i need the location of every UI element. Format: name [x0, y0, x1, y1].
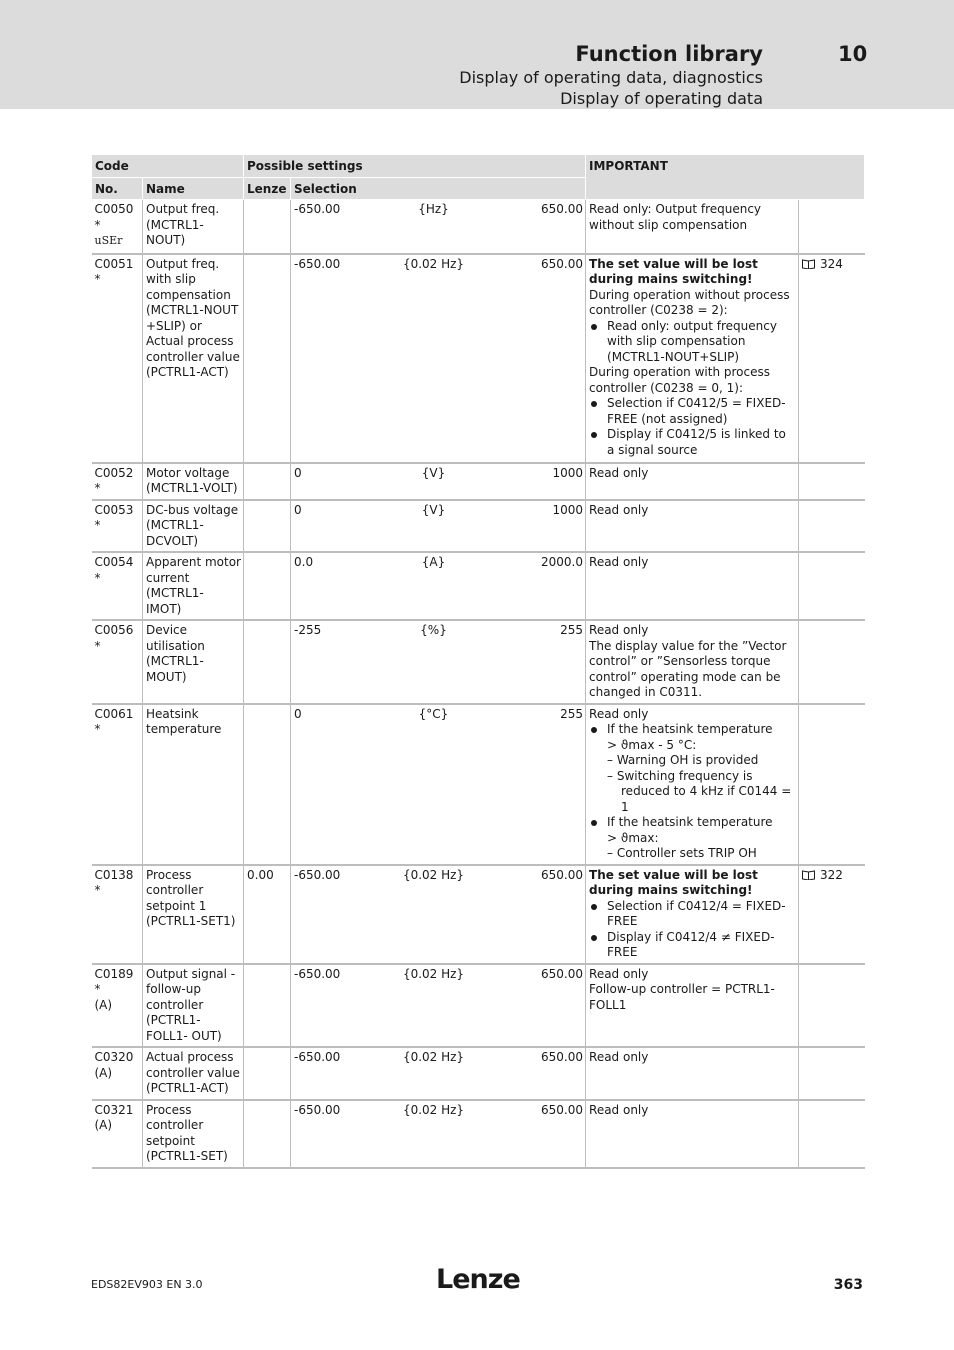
- code-cell: C0321 (A): [92, 1100, 143, 1168]
- lenze-cell: [244, 463, 291, 500]
- table-row: [92, 463, 865, 500]
- code-cell: C0061 *: [92, 704, 143, 865]
- reference-cell: [799, 964, 865, 1048]
- name-cell: Output freq. (MCTRL1-NOUT): [143, 200, 244, 254]
- lenze-cell: [244, 964, 291, 1048]
- page-reference-link[interactable]: 324: [802, 257, 843, 271]
- selection-cell: 0 {V} 1000: [291, 500, 586, 553]
- header-code: Code: [92, 155, 244, 178]
- code-table: [91, 154, 865, 1169]
- selection-cell: -650.00 {0.02 Hz} 650.00: [291, 1100, 586, 1168]
- table-row: [92, 254, 865, 463]
- header-important: IMPORTANT: [586, 155, 865, 200]
- table-row: [92, 200, 865, 254]
- reference-cell: [799, 865, 865, 964]
- lenze-cell: 0.00: [244, 865, 291, 964]
- table-header-row: [92, 155, 865, 178]
- name-cell: Apparent motor current (MCTRL1- IMOT): [143, 552, 244, 620]
- table-row: [92, 620, 865, 704]
- section-title: Display of operating data, diagnostics: [459, 68, 763, 87]
- name-cell: Motor voltage (MCTRL1-VOLT): [143, 463, 244, 500]
- table-row: [92, 1100, 865, 1168]
- page-number: 363: [833, 1277, 863, 1293]
- header-possible-settings: Possible settings: [244, 155, 586, 178]
- page-reference-link[interactable]: 322: [802, 868, 843, 882]
- reference-cell: [799, 552, 865, 620]
- lenze-cell: [244, 500, 291, 553]
- reference-cell: [799, 704, 865, 865]
- reference-cell: [799, 500, 865, 553]
- lenze-cell: [244, 552, 291, 620]
- important-cell: Read only: [586, 1047, 799, 1100]
- name-cell: DC-bus voltage (MCTRL1- DCVOLT): [143, 500, 244, 553]
- header-name: Name: [143, 177, 244, 200]
- lenze-cell: [244, 254, 291, 463]
- table-row: [92, 704, 865, 865]
- important-cell: Read only: [586, 463, 799, 500]
- subsection-title: Display of operating data: [560, 89, 763, 108]
- book-icon: [802, 870, 815, 880]
- reference-cell: [799, 463, 865, 500]
- lenze-cell: [244, 1047, 291, 1100]
- selection-cell: -650.00 {0.02 Hz} 650.00: [291, 254, 586, 463]
- code-flag-user: uSEr: [94, 234, 123, 247]
- important-cell: The set value will be lost during mains switching! Selection if C0412/4 = FIXED-FREE Display if C0412/4 ≠ FIXED-FREE: [586, 865, 799, 964]
- code-cell: C0054 *: [92, 552, 143, 620]
- book-icon: [802, 259, 815, 269]
- code-cell: C0320 (A): [92, 1047, 143, 1100]
- table-row: [92, 865, 865, 964]
- name-cell: Device utilisation (MCTRL1- MOUT): [143, 620, 244, 704]
- important-cell: Read only: [586, 500, 799, 553]
- reference-cell: [799, 620, 865, 704]
- code-number: C0050: [94, 202, 134, 216]
- chapter-number: 10: [838, 42, 868, 66]
- reference-cell: [799, 254, 865, 463]
- chapter-title: Function library: [575, 42, 763, 66]
- important-cell: Read only: [586, 1100, 799, 1168]
- name-cell: Output signal - follow-up controller (PCTRL1-FOLL1- OUT): [143, 964, 244, 1048]
- selection-cell: 0.0 {A} 2000.0: [291, 552, 586, 620]
- name-cell: Actual process controller value (PCTRL1-ACT): [143, 1047, 244, 1100]
- code-cell: C0189 * (A): [92, 964, 143, 1048]
- code-cell: C0053 *: [92, 500, 143, 553]
- important-cell: Read only If the heatsink temperature > ϑmax - 5 °C: – Warning OH is provided – Switching frequency is reduced to 4 kHz if C0144 = 1 If the heatsink temperature > ϑmax: – Controller sets TRIP OH: [586, 704, 799, 865]
- important-cell: Read only: Output frequency without slip compensation: [586, 200, 799, 254]
- code-cell: [92, 200, 143, 254]
- header-lenze: Lenze: [244, 177, 291, 200]
- document-id: EDS82EV903 EN 3.0: [91, 1278, 203, 1291]
- code-cell: C0051 *: [92, 254, 143, 463]
- table-row: [92, 500, 865, 553]
- code-cell: C0138 *: [92, 865, 143, 964]
- important-cell: Read only The display value for the ”Vector control” or ”Sensorless torque control” operating mode can be changed in C0311.: [586, 620, 799, 704]
- header-band: [0, 0, 954, 109]
- code-flag: *: [94, 217, 101, 232]
- name-cell: Output freq. with slip compensation (MCTRL1-NOUT +SLIP) or Actual process controller value (PCTRL1-ACT): [143, 254, 244, 463]
- important-cell: The set value will be lost during mains switching! During operation without process controller (C0238 = 2): Read only: output frequency with slip compensation (MCTRL1-NOUT+SLIP) During operation with process controller (C0238 = 0, 1): Selection if C0412/5 = FIXED-FREE (not assigned) Display if C0412/5 is linked to a signal source: [586, 254, 799, 463]
- table-row: [92, 1047, 865, 1100]
- code-cell: C0052 *: [92, 463, 143, 500]
- lenze-cell: [244, 704, 291, 865]
- header-no: No.: [92, 177, 143, 200]
- name-cell: Process controller setpoint 1 (PCTRL1-SET1): [143, 865, 244, 964]
- important-cell: Read only: [586, 552, 799, 620]
- selection-cell: -650.00 {0.02 Hz} 650.00: [291, 1047, 586, 1100]
- name-cell: Heatsink temperature: [143, 704, 244, 865]
- lenze-cell: [244, 200, 291, 254]
- table-row: [92, 964, 865, 1048]
- important-cell: Read only Follow-up controller = PCTRL1-FOLL1: [586, 964, 799, 1048]
- header-selection: Selection: [291, 177, 586, 200]
- reference-cell: [799, 1100, 865, 1168]
- name-cell: Process controller setpoint (PCTRL1-SET): [143, 1100, 244, 1168]
- lenze-logo: Lenze: [436, 1264, 520, 1295]
- table-row: [92, 552, 865, 620]
- selection-cell: -650.00 {0.02 Hz} 650.00: [291, 865, 586, 964]
- selection-cell: 0 {V} 1000: [291, 463, 586, 500]
- selection-cell: -650.00 {0.02 Hz} 650.00: [291, 964, 586, 1048]
- selection-cell: -255 {%} 255: [291, 620, 586, 704]
- reference-cell: [799, 200, 865, 254]
- lenze-cell: [244, 620, 291, 704]
- selection-cell: -650.00 {Hz} 650.00: [291, 200, 586, 254]
- code-cell: C0056 *: [92, 620, 143, 704]
- selection-cell: 0 {°C} 255: [291, 704, 586, 865]
- reference-cell: [799, 1047, 865, 1100]
- lenze-cell: [244, 1100, 291, 1168]
